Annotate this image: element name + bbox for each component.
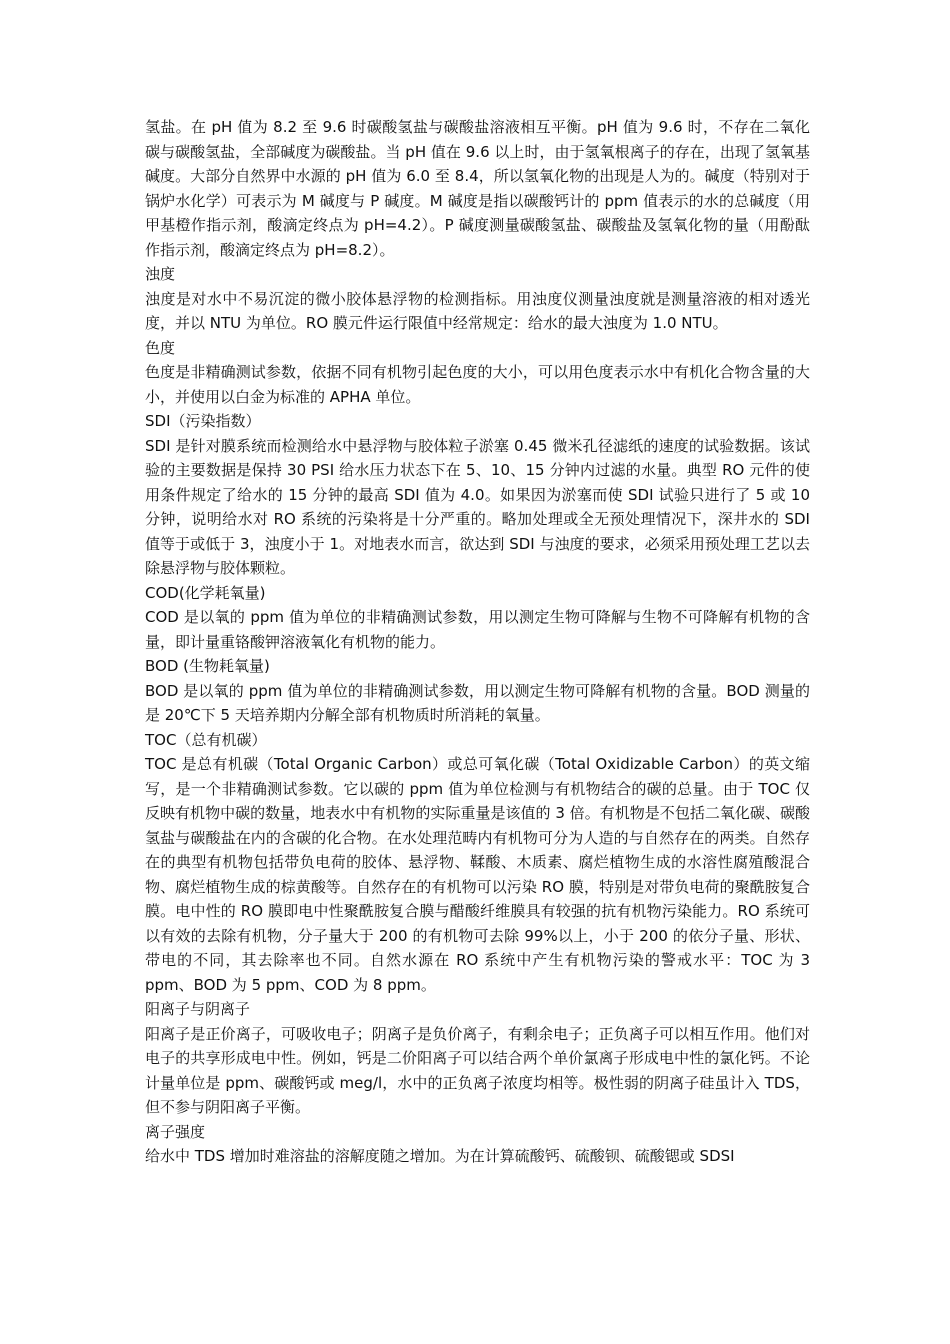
paragraph-cod: COD 是以氧的 ppm 值为单位的非精确测试参数，用以测定生物可降解与生物不可降解有机物的含量，即计量重铬酸钾溶液氧化有机物的能力。	[145, 608, 810, 651]
heading-toc: TOC（总有机碳）	[145, 730, 267, 749]
paragraph-cations-anions: 阳离子是正价离子，可吸收电子；阴离子是负价离子，有剩余电子；正负离子可以相互作用。他们对电子的共享形成电中性。例如，钙是二价阳离子可以结合两个单价氯离子形成电中性的氯化钙。不论计量单位是 ppm、碳酸钙或 meg/l，水中的正负离子浓度均相等。极性弱的阴离子硅虽计入 TDS，但不参与阴阳离子平衡。	[145, 1024, 810, 1116]
paragraph-color: 色度是非精确测试参数，依据不同有机物引起色度的大小，可以用色度表示水中有机化合物含量的大小，并使用以白金为标准的 APHA 单位。	[145, 363, 810, 406]
heading-cod: COD(化学耗氧量)	[145, 583, 266, 602]
paragraph-ionic-strength: 给水中 TDS 增加时难溶盐的溶解度随之增加。为在计算硫酸钙、硫酸钡、硫酸锶或 SDSI	[145, 1147, 735, 1165]
paragraph-bod: BOD 是以氧的 ppm 值为单位的非精确测试参数，用以测定生物可降解有机物的含量。BOD 测量的是 20℃下 5 天培养期内分解全部有机物质时所消耗的氧量。	[145, 681, 810, 724]
paragraph-sdi: SDI 是针对膜系统而检测给水中悬浮物与胶体粒子淤塞 0.45 微米孔径滤纸的速度的试验数据。该试验的主要数据是保持 30 PSI 给水压力状态下在 5、10、15 分钟内过滤的水量。典型 RO 元件的使用条件规定了给水的 15 分钟的最高 SDI 值为 4.0。如果因为淤塞而使 SDI 试验只进行了 5 或 10 分钟，说明给水对 RO 系统的污染将是十分严重的。略加处理或全无预处理情况下，深井水的 SDI 值等于或低于 3，浊度小于 1。对地表水而言，欲达到 SDI 与浊度的要求，必须采用预处理工艺以去除悬浮物与胶体颗粒。	[145, 436, 810, 577]
paragraph-toc: TOC 是总有机碳（Total Organic Carbon）或总可氧化碳（Total Oxidizable Carbon）的英文缩写，是一个非精确测试参数。它以碳的 ppm 值为单位检测与有机物结合的碳的总量。由于 TOC 仅反映有机物中碳的数量，地表水中有机物的实际重量是该值的 3 倍。有机物是不包括二氧化碳、碳酸氢盐与碳酸盐在内的含碳的化合物。在水处理范畴内有机物可分为人造的与自然存在的两类。自然存在的典型有机物包括带负电荷的胶体、悬浮物、鞣酸、木质素、腐烂植物生成的水溶性腐殖酸混合物、腐烂植物生成的棕黄酸等。自然存在的有机物可以污染 RO 膜，特别是对带负电荷的聚酰胺复合膜。电中性的 RO 膜即电中性聚酰胺复合膜与醋酸纤维膜具有较强的抗有机物污染能力。RO 系统可以有效的去除有机物，分子量大于 200 的有机物可去除 99%以上，小于 200 的依分子量、形状、带电的不同，其去除率也不同。自然水源在 RO 系统中产生有机物污染的警戒水平：TOC 为 3 ppm、BOD 为 5 ppm、COD 为 8 ppm。	[145, 755, 810, 994]
heading-ionic-strength: 离子强度	[145, 1122, 206, 1141]
heading-color: 色度	[145, 338, 176, 357]
paragraph-turbidity: 浊度是对水中不易沉淀的微小胶体悬浮物的检测指标。用浊度仪测量浊度就是测量溶液的相对透光度，并以 NTU 为单位。RO 膜元件运行限值中经常规定：给水的最大浊度为 1.0 NTU。	[145, 289, 810, 332]
heading-cations-anions: 阳离子与阴离子	[145, 1000, 251, 1018]
paragraph-alkalinity: 氢盐。在 pH 值为 8.2 至 9.6 时碳酸氢盐与碳酸盐溶液相互平衡。pH 值为 9.6 时，不存在二氧化碳与碳酸氢盐，全部碱度为碳酸盐。当 pH 值在 9.6 以上时，由于氢氧根离子的存在，出现了氢氧基碱度。大部分自然界中水源的 pH 值为 6.0 至 8.4，所以氢氧化物的出现是人为的。碱度（特别对于锅炉水化学）可表示为 M 碱度与 P 碱度。M 碱度是指以碳酸钙计的 ppm 值表示的水的总碱度（用甲基橙作指示剂，酸滴定终点为 pH=4.2）。P 碱度测量碳酸氢盐、碳酸盐及氢氧化物的量（用酚酞作指示剂，酸滴定终点为 pH=8.2）。	[145, 118, 810, 259]
heading-turbidity: 浊度	[145, 265, 176, 283]
heading-bod: BOD (生物耗氧量)	[145, 657, 270, 675]
document-page	[145, 115, 810, 1169]
heading-sdi: SDI（污染指数）	[145, 412, 261, 430]
